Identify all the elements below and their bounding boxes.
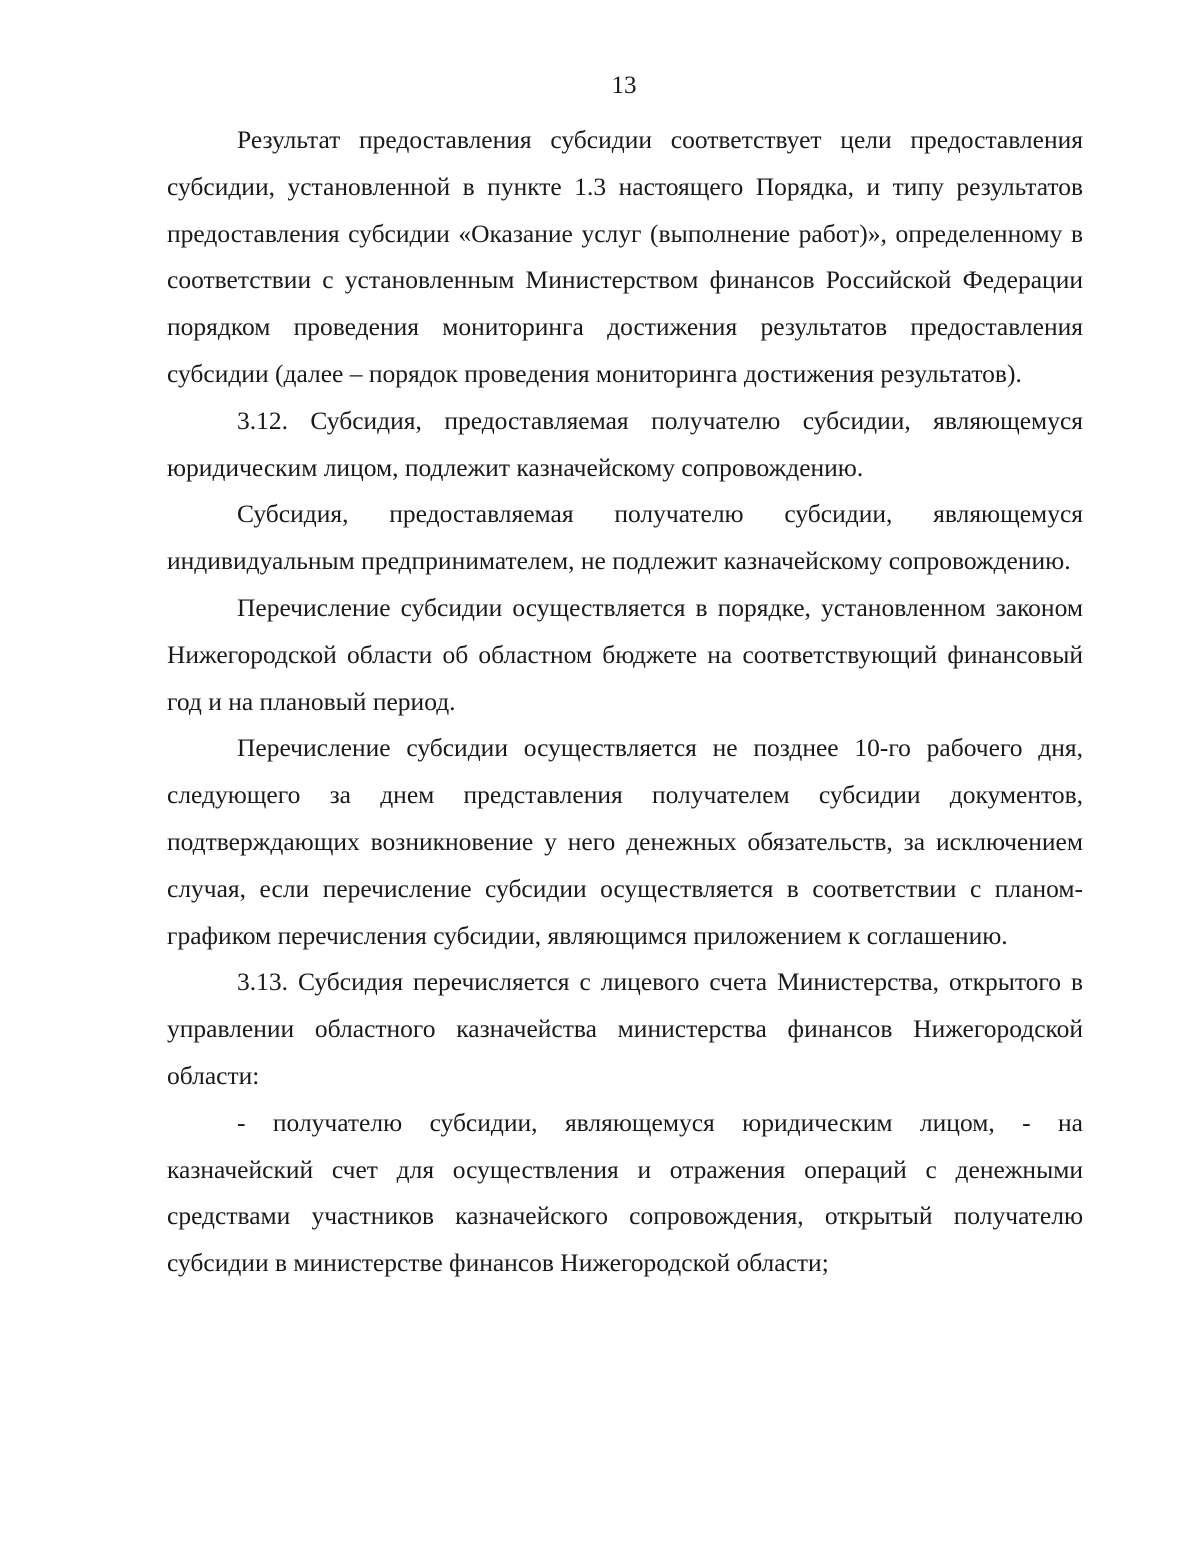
page-number: 13 [611,72,637,99]
list-item-legal-entity: - получателю субсидии, являющемуся юридическим лицом, - на казначейский счет для осуществления и отражения операций с денежными средствами участников казначейского сопровождения, открытый получателю субсидии в министерстве финансов Нижегородской области; [167,1107,1083,1278]
paragraph-3-13: 3.13. Субсидия перечисляется с лицевого счета Министерства, открытого в управлении областного казначейства министерства финансов Нижегородской области: [167,967,1083,1090]
paragraph-transfer-deadline: Перечисление субсидии осуществляется не позднее 10-го рабочего дня, следующего за днем представления получателем субсидии документов, подтверждающих возникновение у него денежных обязательств, за исключением случая, если перечисление субсидии осуществляется в соответствии с планом-графиком перечисления субсидии, являющимся приложением к соглашению. [167,733,1083,950]
paragraph-result: Результат предоставления субсидии соответствует цели предоставления субсидии, установленной в пункте 1.3 настоящего Порядка, и типу результатов предоставления субсидии «Оказание услуг (выполнение работ)», определенному в соответствии с установленным Министерством финансов Российской Федерации порядком проведения мониторинга достижения результатов предоставления субсидии (далее – порядок проведения мониторинга достижения результатов). [167,125,1083,388]
paragraph-3-12: 3.12. Субсидия, предоставляемая получателю субсидии, являющемуся юридическим лицом, подлежит казначейскому сопровождению. [167,405,1083,482]
document-body [167,117,1083,1287]
paragraph-transfer-order: Перечисление субсидии осуществляется в порядке, установленном законом Нижегородской области об областном бюджете на соответствующий финансовый год и на плановый период. [167,592,1083,716]
paragraph-individual-entrepreneur: Субсидия, предоставляемая получателю субсидии, являющемуся индивидуальным предпринимателем, не подлежит казначейскому сопровождению. [167,499,1083,576]
